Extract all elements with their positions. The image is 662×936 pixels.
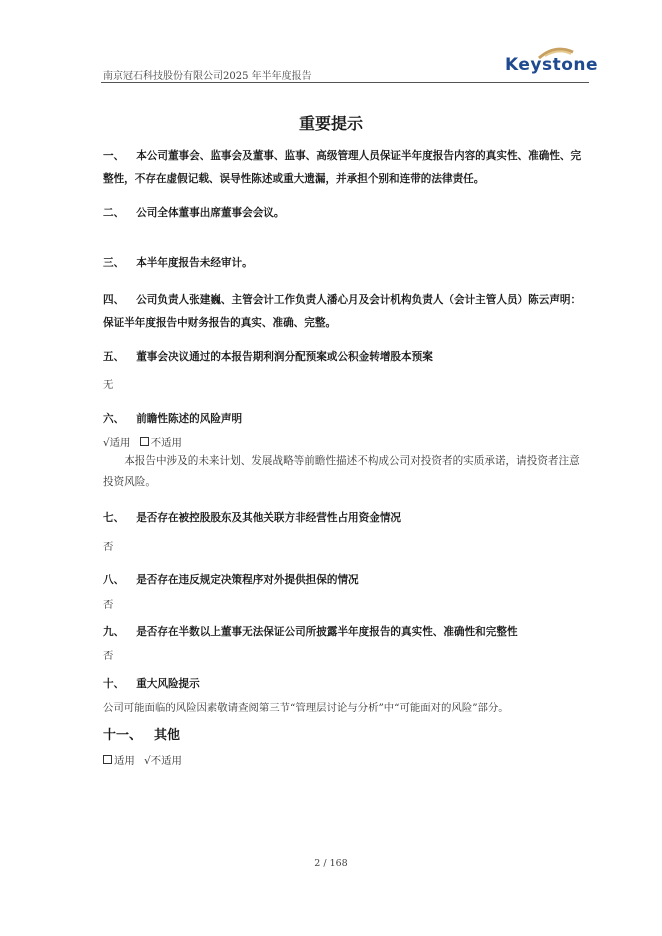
item-10-body: 公司可能面临的风险因素敬请查阅第三节“管理层讨论与分析”中“可能面对的风险”部分。 (103, 702, 509, 714)
item-text: 是否存在违反规定决策程序对外提供担保的情况 (136, 574, 359, 586)
item-text: 董事会决议通过的本报告期利润分配预案或公积金转增股本预案 (136, 351, 433, 363)
item-number: 二、 (103, 207, 125, 219)
item-number: 十一、 (103, 728, 143, 743)
notice-item-5 (103, 346, 589, 369)
item-text: 公司全体董事出席董事会会议。 (136, 207, 285, 219)
checkbox-empty-icon (140, 437, 149, 446)
header-divider (101, 82, 589, 83)
item-number: 六、 (103, 413, 125, 425)
item-text: 其他 (154, 728, 181, 743)
page-title: 重要提示 (298, 114, 363, 133)
item-number: 九、 (103, 626, 125, 638)
item-text: 本半年度报告未经审计。 (136, 257, 253, 269)
notice-item-8 (103, 569, 589, 592)
item-7-answer: 否 (103, 541, 114, 553)
item-5-answer: 无 (103, 379, 114, 391)
item-number: 八、 (103, 574, 125, 586)
item-text: 本公司董事会、监事会及董事、监事、高级管理人员保证半年度报告内容的真实性、准确性、完整性，不存在虚假记载、误导性陈述或重大遗漏，并承担个别和连带的法律责任。 (103, 150, 582, 185)
item-9-answer: 否 (103, 650, 114, 662)
item-number: 七、 (103, 512, 125, 524)
item-number: 十、 (103, 678, 125, 690)
item-number: 三、 (103, 257, 125, 269)
page-number: 2 / 168 (314, 858, 348, 869)
logo-text: Keystone (505, 55, 599, 75)
notice-item-2 (103, 202, 589, 225)
item-text: 前瞻性陈述的风险声明 (136, 413, 243, 425)
notice-item-1 (103, 145, 589, 191)
item-6-body: 本报告中涉及的未来计划、发展战略等前瞻性描述不构成公司对投资者的实质承诺，请投资者注意投资风险。 (103, 455, 580, 488)
item-text: 是否存在被控股股东及其他关联方非经营性占用资金情况 (136, 512, 402, 524)
item-number: 一、 (103, 150, 125, 162)
applicable-label: 适用 (114, 755, 135, 767)
item-text: 公司负责人张建巍、主管会计工作负责人潘心月及会计机构负责人（会计主管人员）陈云声明：保证半年度报告中财务报告的真实、准确、完整。 (103, 294, 582, 329)
notice-item-11 (103, 724, 589, 747)
item-11-checkboxes (103, 752, 589, 767)
not-applicable-label: 不适用 (150, 437, 182, 449)
notice-item-4 (103, 289, 589, 335)
notice-item-7 (103, 507, 589, 530)
notice-item-6 (103, 408, 589, 431)
notice-item-10 (103, 673, 589, 696)
item-number: 五、 (103, 351, 125, 363)
header-company-name: 南京冠石科技股份有限公司2025 年半年度报告 (103, 71, 312, 82)
item-6-checkboxes (103, 434, 589, 449)
company-logo (505, 46, 599, 80)
notice-item-9 (103, 621, 589, 644)
item-text: 是否存在半数以上董事无法保证公司所披露半年度报告的真实性、准确性和完整性 (136, 626, 518, 638)
item-text: 重大风险提示 (136, 678, 200, 690)
item-8-answer: 否 (103, 599, 114, 611)
notice-item-3 (103, 252, 589, 275)
item-number: 四、 (103, 294, 125, 306)
not-applicable-checked-label: √不适用 (144, 755, 182, 767)
applicable-checked-label: √适用 (103, 437, 131, 449)
checkbox-empty-icon (103, 755, 112, 764)
